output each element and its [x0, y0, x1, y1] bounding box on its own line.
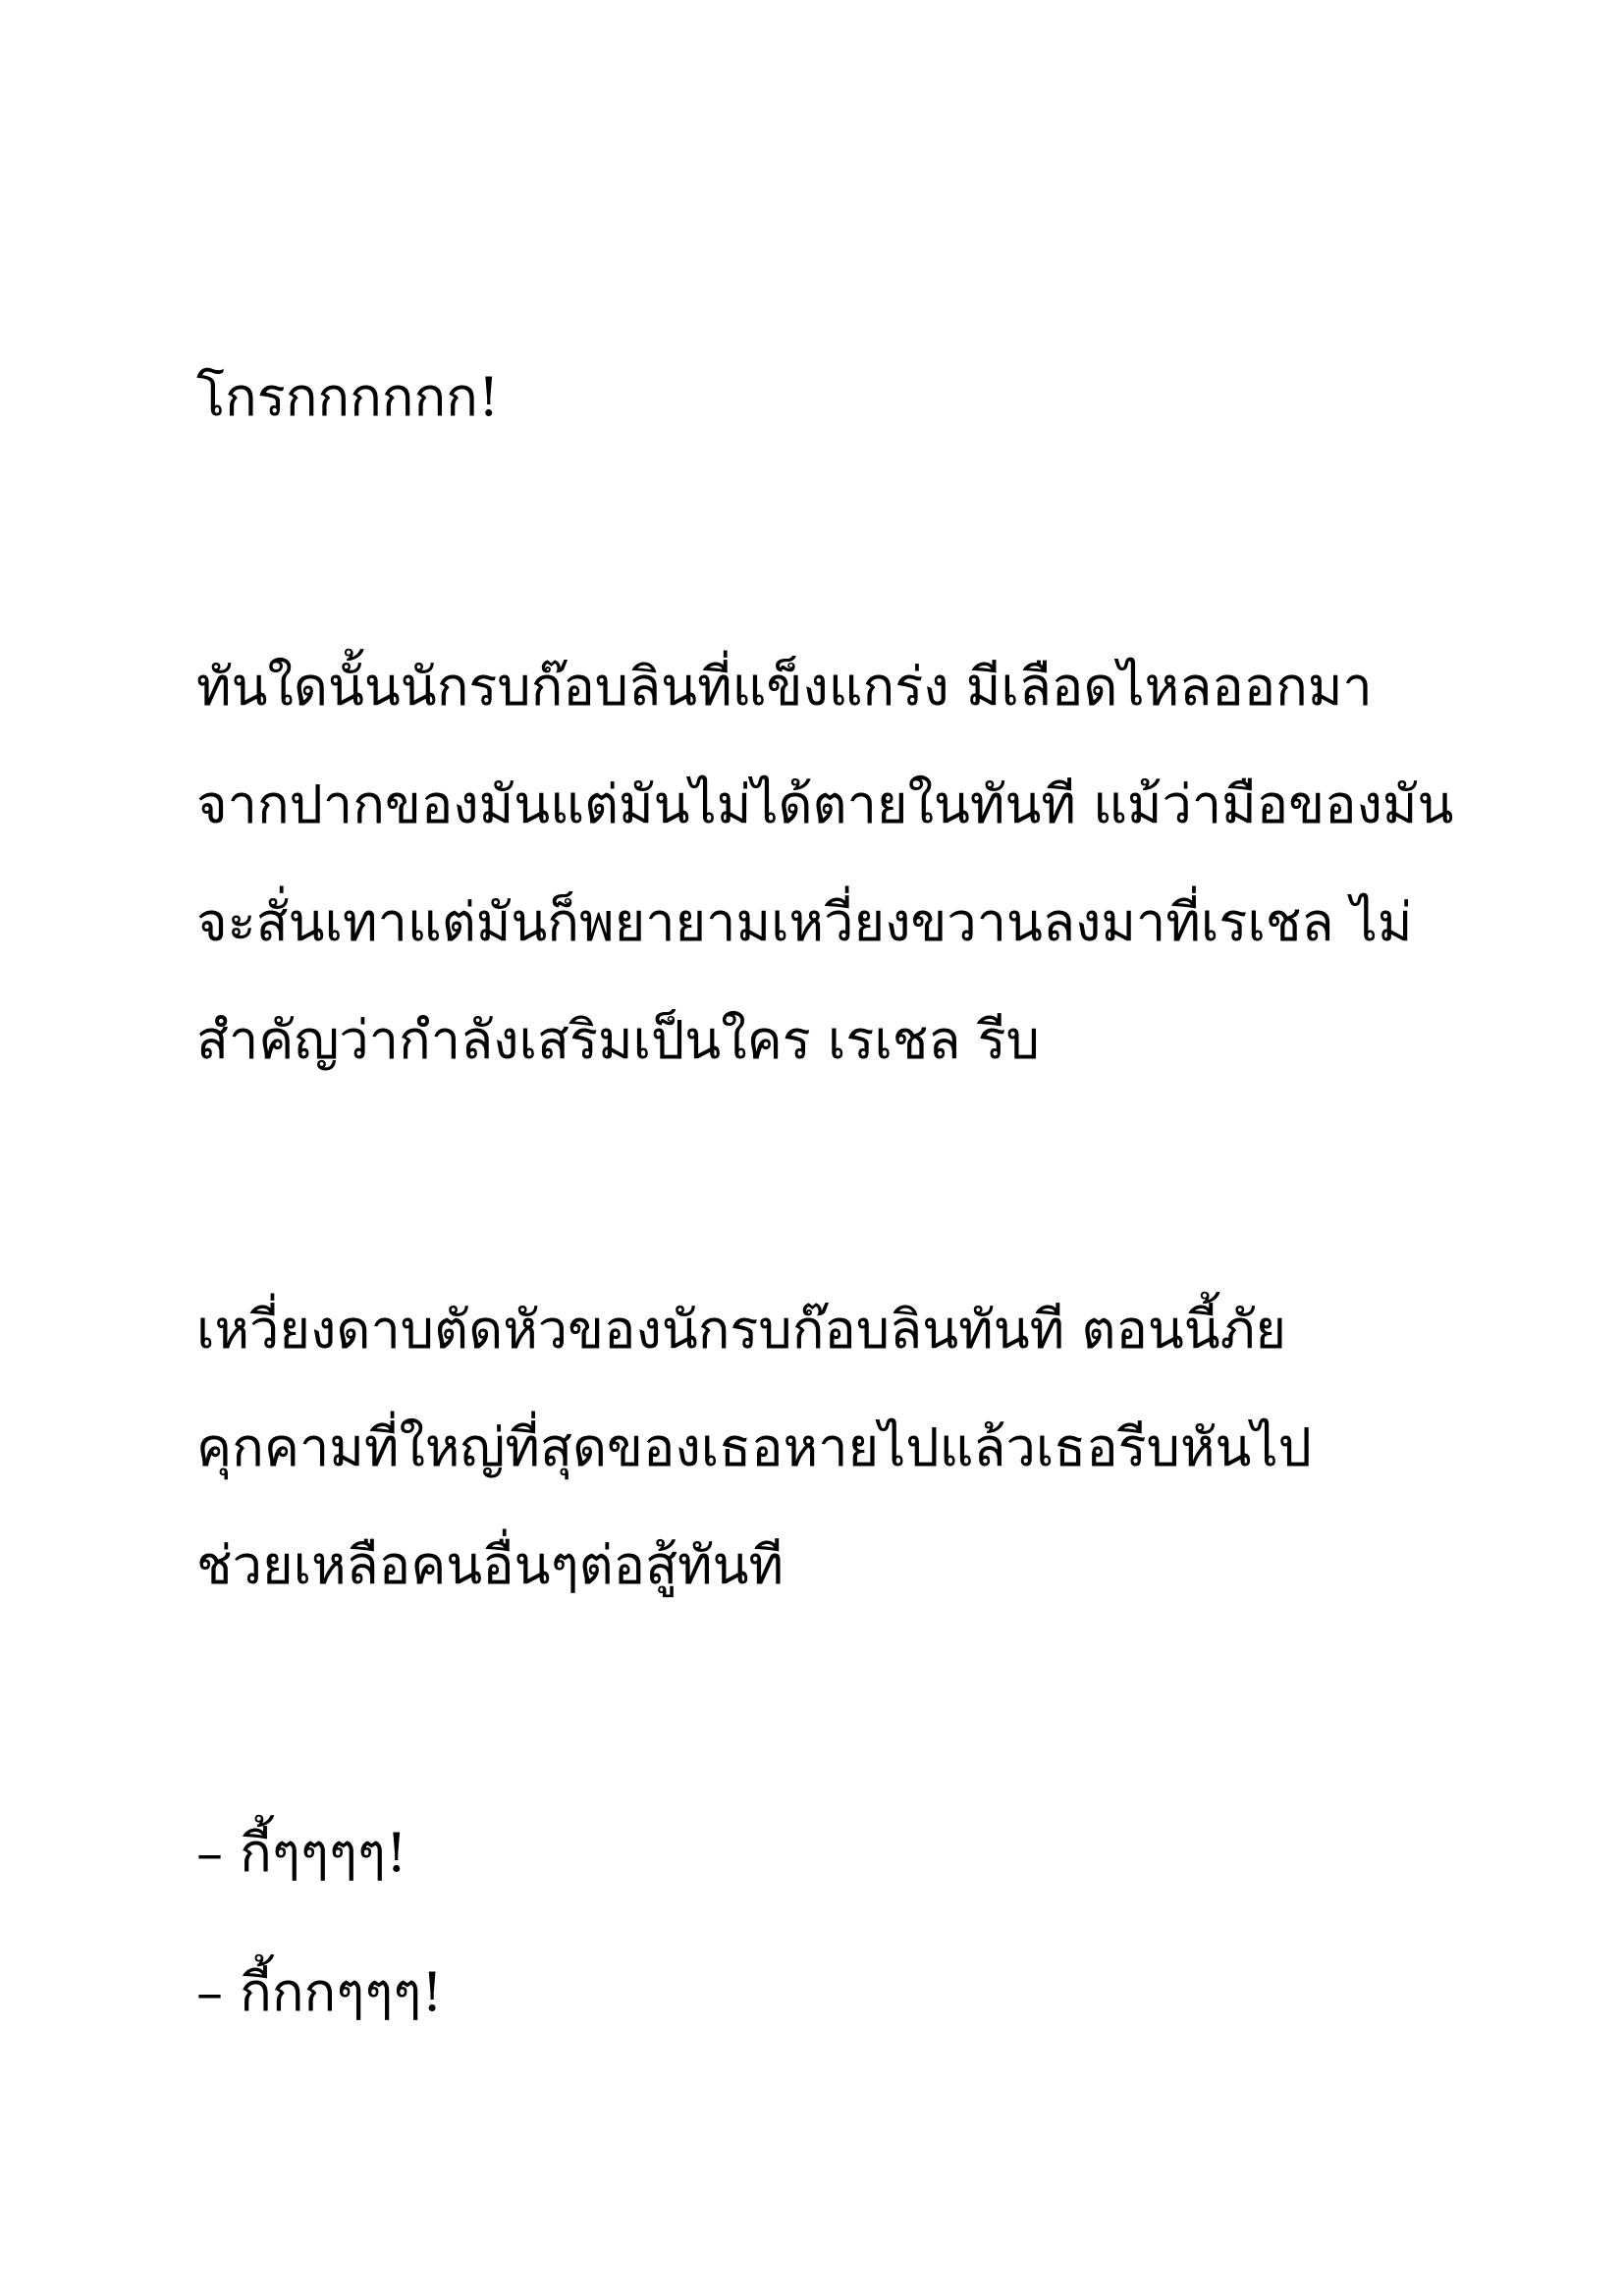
- paragraph-line: ทันใดนั้นนักรบก๊อบลินที่แข็งแกร่ง มีเลือดไหลออกมา: [196, 656, 1373, 718]
- paragraph-line: สำคัญว่ากำลังเสริมเป็นใคร เรเชล รีบ: [196, 1009, 1040, 1071]
- paragraph-line: เหวี่ยงดาบตัดหัวของนักรบก๊อบลินทันที ตอนนี้ภัย: [196, 1299, 1286, 1361]
- dialogue-line: – กี้กกๆๆๆ!: [196, 1961, 443, 2023]
- dialogue-line: – กี้ๆๆๆๆ!: [196, 1822, 407, 1884]
- paragraph-line: ช่วยเหลือคนอื่นๆต่อสู้ทันที: [196, 1534, 785, 1596]
- sound-effect-line: โกรกกกกกก!: [196, 366, 500, 428]
- paragraph-line: คุกคามที่ใหญ่ที่สุดของเธอหายไปแล้วเธอรีบหันไป: [196, 1416, 1312, 1478]
- paragraph-line: จะสั่นเทาแต่มันก็พยายามเหวี่ยงขวานลงมาที่เรเชล ไม่: [196, 891, 1413, 953]
- paragraph-line: จากปากของมันแต่มันไม่ได้ตายในทันที แม้ว่ามือของมัน: [196, 774, 1454, 835]
